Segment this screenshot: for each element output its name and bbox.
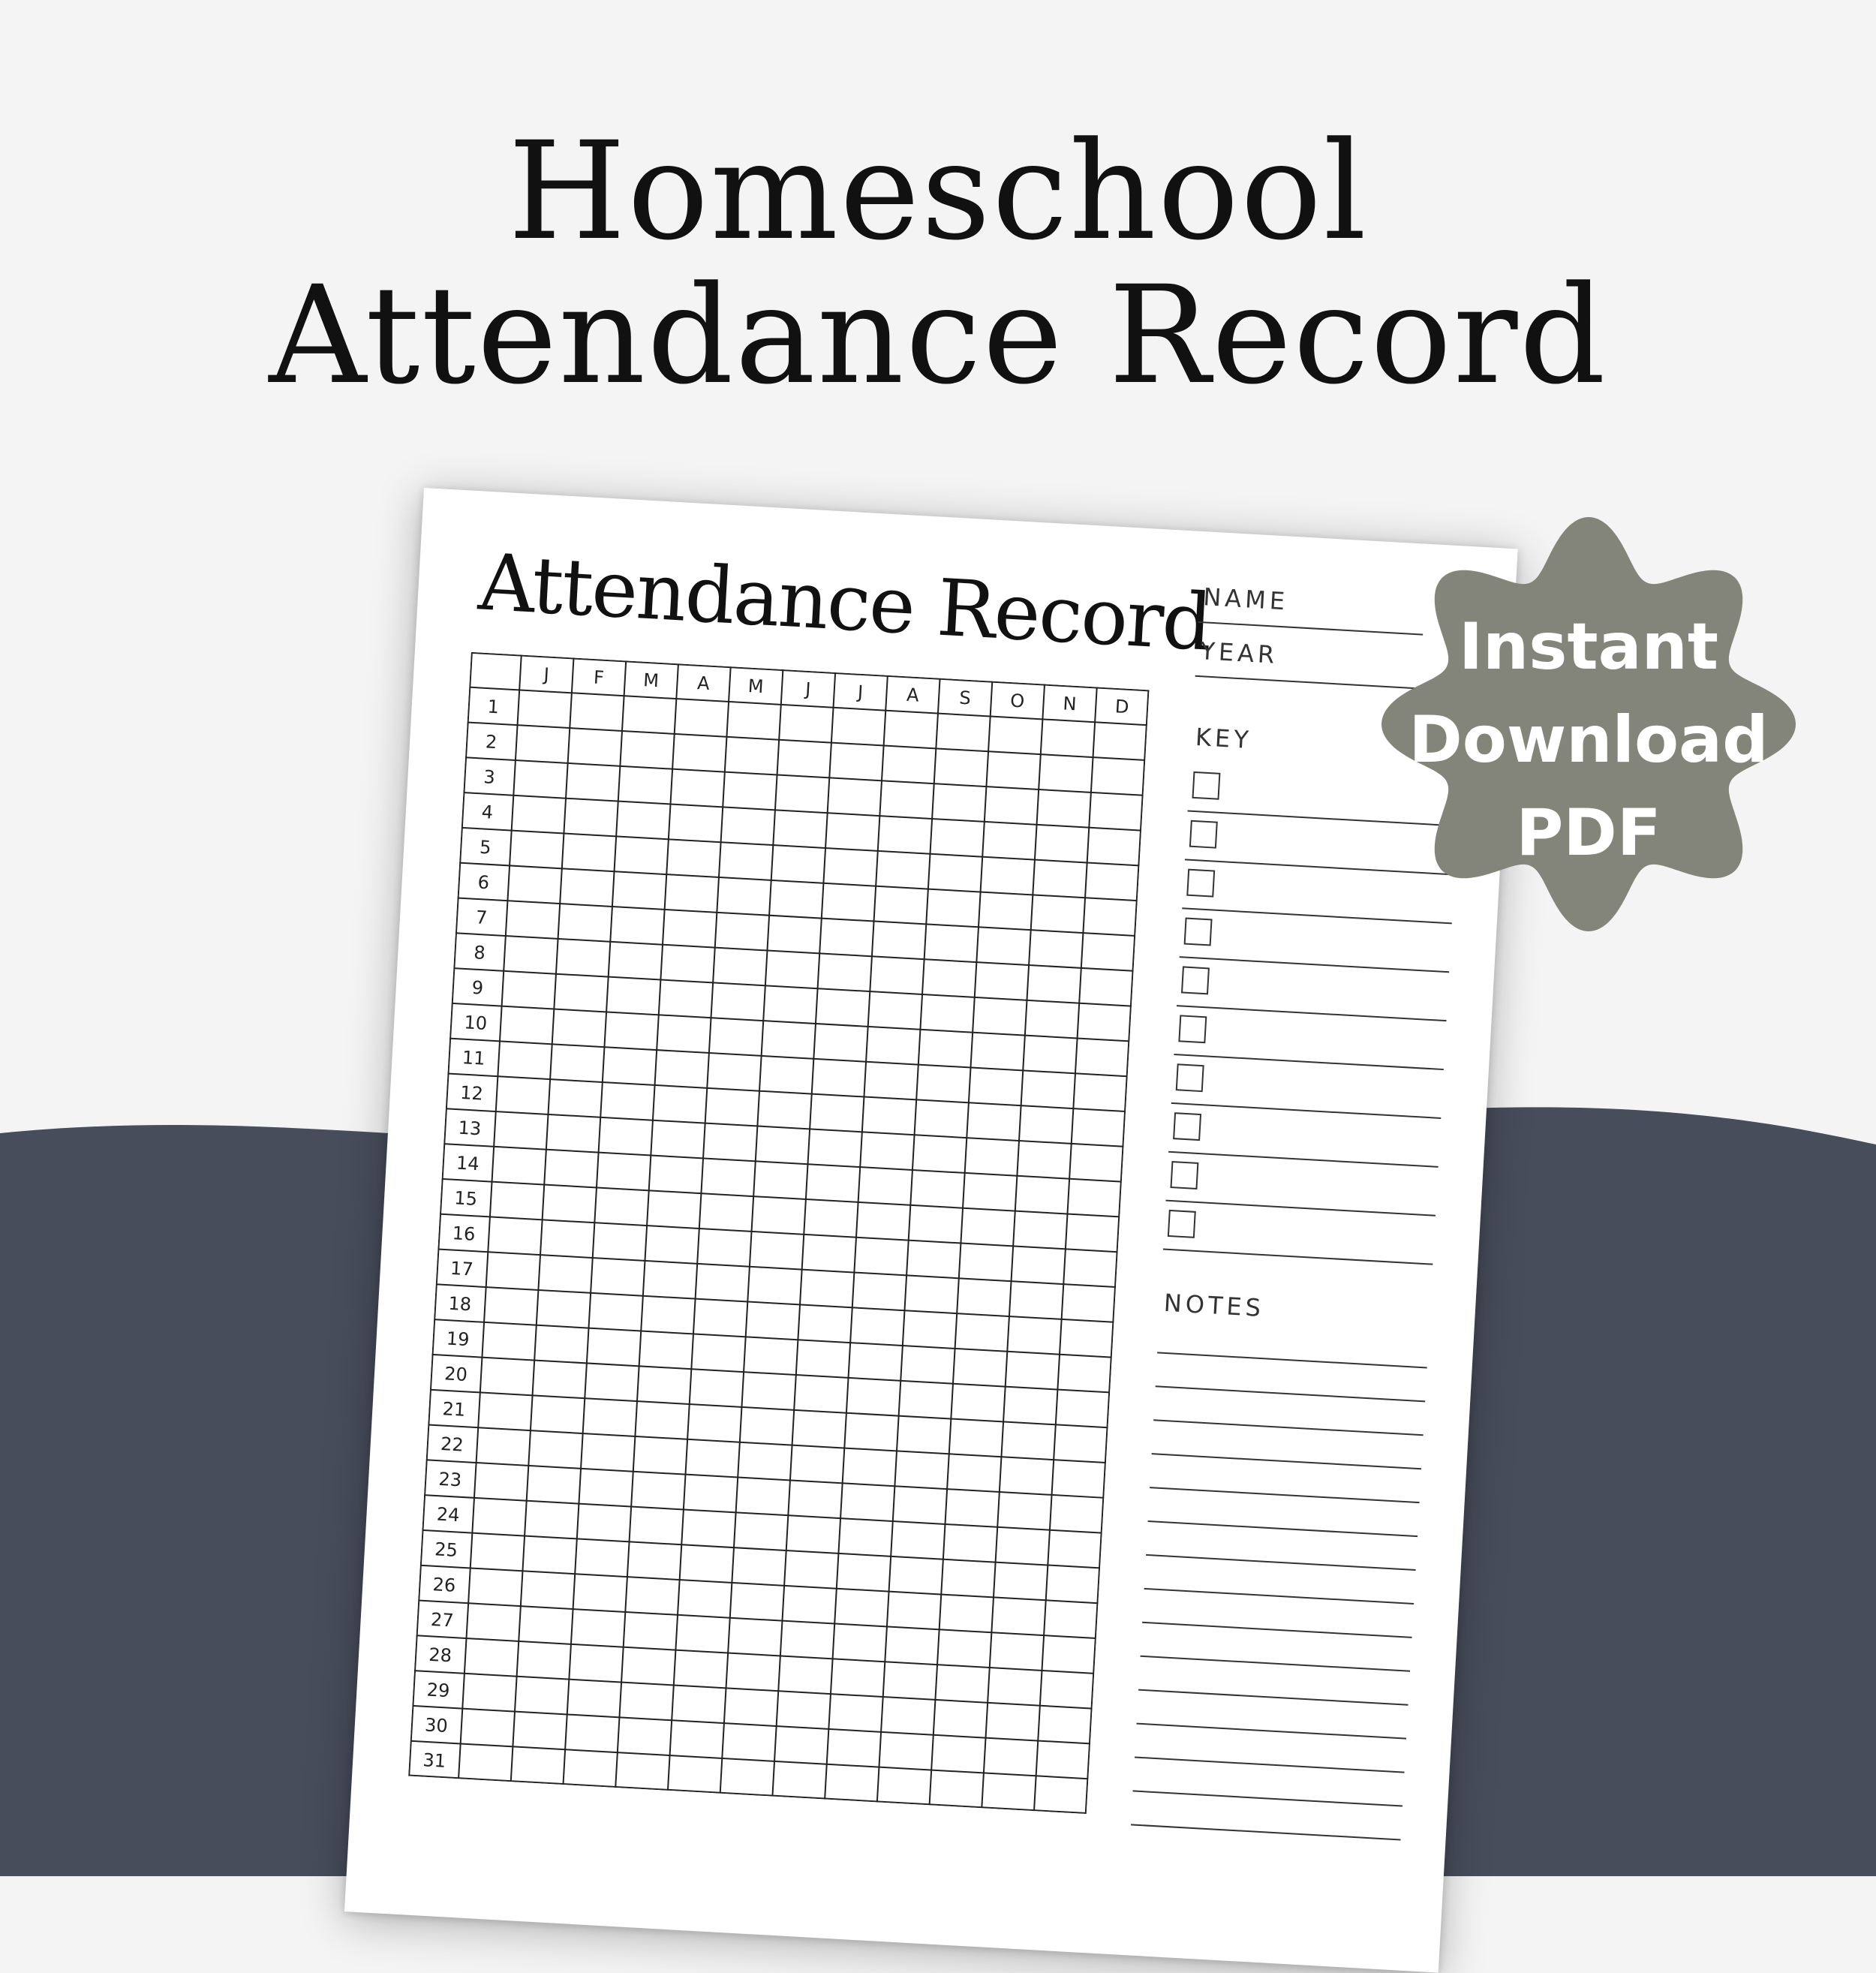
day-number: 1 xyxy=(486,696,500,718)
day-number: 31 xyxy=(422,1749,446,1772)
month-header: J xyxy=(543,663,550,686)
key-checkbox[interactable] xyxy=(1173,1112,1201,1141)
key-line xyxy=(1177,1005,1447,1021)
key-line xyxy=(1180,956,1450,973)
grid-row-line xyxy=(408,1776,1087,1814)
day-number: 28 xyxy=(428,1644,452,1667)
day-number: 24 xyxy=(436,1503,461,1526)
month-header: F xyxy=(593,666,605,689)
notes-line xyxy=(1135,1757,1405,1773)
notes-line xyxy=(1131,1824,1401,1840)
key-line xyxy=(1165,1200,1436,1217)
day-number: 4 xyxy=(481,801,494,823)
day-number: 11 xyxy=(461,1047,486,1069)
grid-col-line xyxy=(720,669,783,1794)
month-header: O xyxy=(1009,690,1026,712)
day-number: 20 xyxy=(443,1363,468,1385)
month-header: A xyxy=(906,684,920,706)
badge-line-1: Instant xyxy=(1459,609,1718,684)
day-number: 21 xyxy=(441,1398,467,1421)
day-number: 17 xyxy=(449,1257,474,1280)
month-header: J xyxy=(804,678,812,700)
notes-line xyxy=(1144,1588,1415,1605)
notes-line xyxy=(1150,1487,1420,1503)
attendance-grid-svg xyxy=(408,652,1149,1814)
notes-line xyxy=(1156,1385,1426,1402)
month-header: N xyxy=(1062,693,1078,715)
headline xyxy=(0,113,1876,414)
day-number: 2 xyxy=(485,731,498,753)
headline-line-1: Homeschool xyxy=(508,113,1368,270)
grid-col-line xyxy=(563,660,626,1785)
day-number: 16 xyxy=(452,1223,477,1245)
notes-line xyxy=(1137,1723,1407,1740)
year-label: YEAR xyxy=(1199,636,1279,669)
day-number: 9 xyxy=(471,976,484,999)
grid-col-line xyxy=(668,666,731,1791)
day-number: 13 xyxy=(457,1117,482,1140)
day-number: 30 xyxy=(424,1714,449,1737)
month-header: A xyxy=(696,672,711,695)
day-number: 7 xyxy=(475,907,489,929)
badge-line-2: Download xyxy=(1409,702,1769,777)
key-line xyxy=(1163,1249,1433,1265)
badge-text xyxy=(1381,600,1796,880)
headline-line-2: Attendance Record xyxy=(269,257,1607,414)
notes-line xyxy=(1148,1520,1418,1537)
grid-col-line xyxy=(458,655,522,1779)
day-number: 25 xyxy=(434,1538,458,1561)
attendance-grid xyxy=(408,652,1149,1814)
notes-line xyxy=(1152,1453,1422,1469)
key-checkbox[interactable] xyxy=(1168,1210,1196,1238)
key-checkbox[interactable] xyxy=(1178,1015,1207,1043)
day-number: 5 xyxy=(479,836,492,859)
notes-line xyxy=(1141,1656,1411,1672)
key-checkbox[interactable] xyxy=(1186,869,1215,898)
badge-line-3: PDF xyxy=(1516,796,1661,871)
printable-sheet xyxy=(344,488,1518,1973)
key-line xyxy=(1171,1102,1442,1119)
month-header: J xyxy=(857,681,864,703)
day-number: 22 xyxy=(440,1433,464,1456)
grid-col-line xyxy=(511,657,574,1782)
grid-col-line xyxy=(1086,690,1149,1814)
key-checkbox[interactable] xyxy=(1170,1161,1198,1190)
grid-col-line xyxy=(615,663,678,1788)
notes-line xyxy=(1138,1689,1409,1706)
day-number: 19 xyxy=(446,1328,471,1351)
day-number: 3 xyxy=(483,766,496,788)
grid-col-line xyxy=(772,672,835,1797)
grid-col-line xyxy=(930,681,993,1806)
day-number: 6 xyxy=(477,871,490,894)
grid-col-line xyxy=(877,678,940,1803)
key-label: KEY xyxy=(1195,722,1253,755)
day-number: 23 xyxy=(437,1468,462,1491)
grid-col-line xyxy=(1034,687,1097,1811)
month-header: M xyxy=(642,669,660,692)
day-number: 26 xyxy=(431,1574,456,1596)
notes-line xyxy=(1146,1554,1416,1571)
day-number: 27 xyxy=(430,1608,455,1632)
sheet-title: Attendance Record xyxy=(476,536,1213,669)
key-line xyxy=(1168,1151,1439,1168)
day-number: 14 xyxy=(455,1152,480,1175)
day-number: 15 xyxy=(453,1187,478,1210)
month-header: D xyxy=(1114,696,1130,718)
day-number: 12 xyxy=(459,1081,484,1105)
day-number: 8 xyxy=(473,942,486,964)
key-checkbox[interactable] xyxy=(1184,918,1213,946)
grid-col-line xyxy=(825,675,888,1800)
notes-line xyxy=(1153,1419,1424,1436)
notes-line xyxy=(1157,1352,1427,1368)
notes-label: NOTES xyxy=(1162,1288,1265,1323)
day-number: 18 xyxy=(447,1292,472,1316)
day-number: 10 xyxy=(463,1012,488,1034)
month-header: S xyxy=(958,687,972,709)
grid-col-line xyxy=(982,684,1045,1809)
key-checkbox[interactable] xyxy=(1181,966,1210,994)
month-header: M xyxy=(747,675,765,698)
notes-line xyxy=(1132,1790,1402,1806)
name-label: NAME xyxy=(1202,582,1290,616)
notes-line xyxy=(1142,1622,1412,1638)
day-number: 29 xyxy=(426,1679,451,1702)
key-line xyxy=(1174,1054,1444,1070)
grid-col-line xyxy=(409,652,472,1776)
key-checkbox[interactable] xyxy=(1176,1063,1204,1092)
instant-download-badge xyxy=(1381,516,1796,932)
key-checkbox[interactable] xyxy=(1189,820,1218,849)
key-checkbox[interactable] xyxy=(1192,771,1220,800)
